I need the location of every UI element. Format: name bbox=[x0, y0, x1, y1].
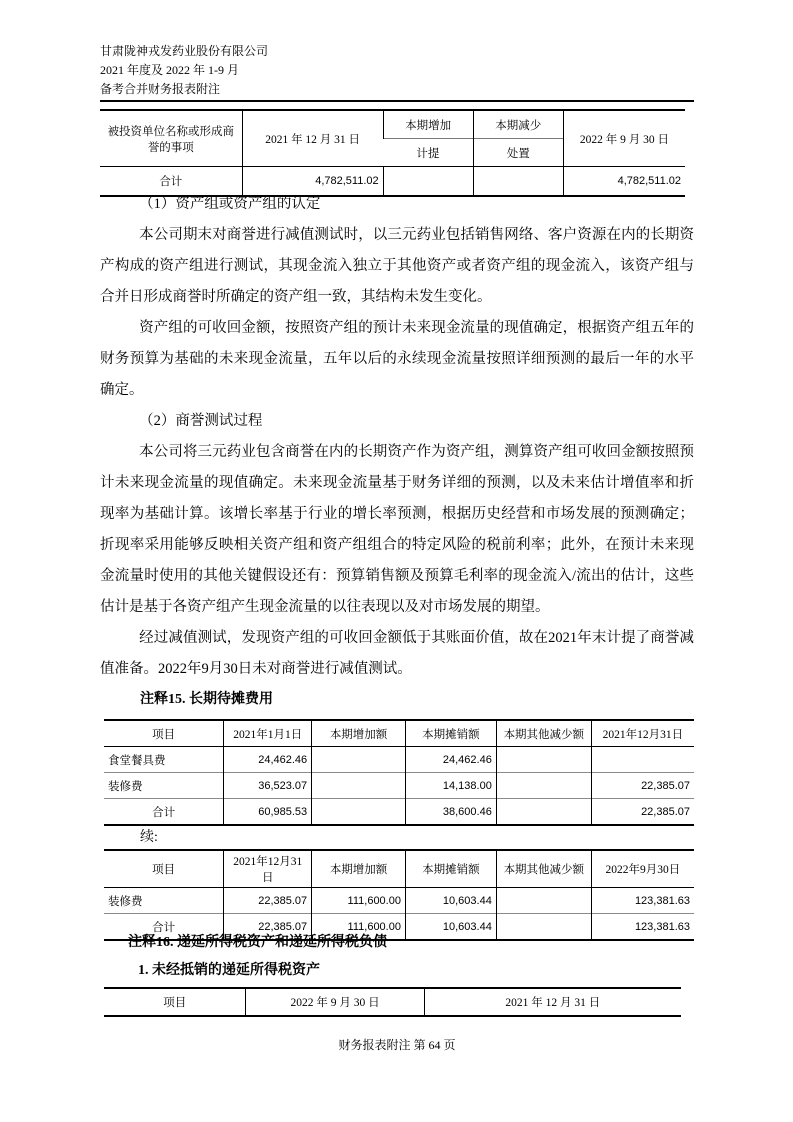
cell-value: 14,138.00 bbox=[405, 773, 496, 799]
cell-value bbox=[312, 747, 406, 773]
cell-value: 123,381.63 bbox=[591, 888, 694, 914]
cell-value: 22,385.07 bbox=[224, 914, 312, 941]
paragraph-4: 经过减值测试，发现资产组的可收回金额低于其账面价值，故在2021年末计提了商誉减值准备。2022年9月30日未对商誉进行减值测试。 bbox=[100, 630, 694, 677]
body-text bbox=[100, 189, 694, 685]
table-header-row bbox=[104, 720, 694, 747]
section-2-heading: （2）商誉测试过程 bbox=[139, 413, 263, 429]
table-header-row bbox=[100, 110, 685, 139]
header-closing: 2021年12月31日 bbox=[591, 720, 694, 747]
table-header-row bbox=[104, 988, 681, 1016]
cell-value bbox=[496, 747, 591, 773]
lt-expenses-table-continued bbox=[104, 849, 694, 941]
cell-value: 36,523.07 bbox=[224, 773, 312, 799]
cell-value: 111,600.00 bbox=[312, 888, 406, 914]
cell-value: 22,385.07 bbox=[591, 799, 694, 826]
cell-value: 123,381.63 bbox=[591, 914, 694, 941]
header-prev-date: 2021 年 12 月 31 日 bbox=[242, 110, 383, 167]
row-label: 食堂餐具费 bbox=[104, 747, 224, 773]
table-row bbox=[104, 888, 694, 914]
header-item: 项目 bbox=[152, 864, 176, 876]
cell-value: 111,600.00 bbox=[312, 914, 406, 941]
header-accrual: 计提 bbox=[383, 139, 473, 167]
table-row bbox=[104, 773, 694, 799]
note-16-sub-heading: 1. 未经抵销的递延所得税资产 bbox=[138, 963, 320, 978]
note-15-heading: 注释15. 长期待摊费用 bbox=[140, 692, 273, 707]
header-item: 项目 bbox=[163, 997, 187, 1009]
cell-value bbox=[496, 888, 591, 914]
header-item: 项目 bbox=[152, 728, 176, 741]
header-additions: 本期增加额 bbox=[312, 720, 406, 747]
report-period: 2021 年度及 2022 年 1-9 月 bbox=[100, 63, 239, 77]
continued-label: 续: bbox=[140, 830, 158, 845]
cell-value: 24,462.46 bbox=[224, 747, 312, 773]
document-header bbox=[100, 42, 268, 99]
cell-value: 24,462.46 bbox=[405, 747, 496, 773]
header-item: 被投资单位名称或形成商誉的事项 bbox=[107, 125, 235, 154]
cell-value bbox=[312, 773, 406, 799]
row-label: 装修费 bbox=[104, 773, 224, 799]
header-prev-date: 2021 年 12 月 31 日 bbox=[424, 988, 681, 1016]
cell-value: 22,385.07 bbox=[224, 888, 312, 914]
table-row bbox=[104, 747, 694, 773]
paragraph-3: 本公司将三元药业包含商誉在内的长期资产作为资产组，测算资产组可收回金额按照预计未来现金流量的现值确定。未来现金流量基于财务详细的预测，以及未来估计增值率和折现率为基础计算。该增长率基于行业的增长率预测，根据历史经营和市场发展的预测确定；折现率采用能够反映相关资产组和资产组组合的特定风险的税前利率；此外，在预计未来现金流量时使用的其他关键假设还有：预算销售额及预算毛利率的现金流入/流出的估计，这些估计是基于各资产组产生现金流量的以往表现以及对市场发展的期望。 bbox=[100, 444, 694, 615]
deferred-tax-table bbox=[104, 987, 681, 1017]
report-title: 备考合并财务报表附注 bbox=[100, 82, 221, 96]
header-decrease: 本期减少 bbox=[473, 110, 563, 139]
row-label: 装修费 bbox=[104, 888, 224, 914]
header-additions: 本期增加额 bbox=[312, 850, 406, 888]
total-label: 合计 bbox=[104, 799, 224, 826]
header-amortization: 本期摊销额 bbox=[405, 850, 496, 888]
page-footer: 财务报表附注 第 64 页 bbox=[338, 1038, 456, 1052]
paragraph-2: 资产组的可收回金额，按照资产组的预计未来现金流量的现值确定，根据资产组五年的财务预算为基础的未来现金流量，五年以后的永续现金流量按照详细预测的最后一年的水平确定。 bbox=[100, 320, 694, 398]
cell-value bbox=[312, 799, 406, 826]
lt-expenses-table-current bbox=[104, 719, 694, 826]
cell-value bbox=[496, 799, 591, 826]
header-opening: 2021年1月1日 bbox=[224, 720, 312, 747]
cell-value: 10,603.44 bbox=[405, 914, 496, 941]
header-current-date: 2022 年 9 月 30 日 bbox=[246, 988, 424, 1016]
total-prev-value: 4,782,511.02 bbox=[242, 167, 383, 197]
header-other-decrease: 本期其他减少额 bbox=[496, 850, 591, 888]
table-header-row bbox=[104, 850, 694, 888]
cell-value: 60,985.53 bbox=[224, 799, 312, 826]
cell-value: 38,600.46 bbox=[405, 799, 496, 826]
cell-value bbox=[496, 773, 591, 799]
goodwill-table bbox=[100, 109, 685, 197]
section-1-heading: （1）资产组或资产组的认定 bbox=[139, 196, 321, 212]
header-opening: 2021年12月31日 bbox=[224, 850, 312, 888]
header-closing: 2022年9月30日 bbox=[591, 850, 694, 888]
header-current-date: 2022 年 9 月 30 日 bbox=[563, 110, 685, 167]
company-name: 甘肃陇神戎发药业股份有限公司 bbox=[100, 44, 269, 58]
total-row bbox=[104, 799, 694, 826]
cell-value bbox=[591, 747, 694, 773]
total-label: 合计 bbox=[100, 167, 242, 197]
header-rule bbox=[100, 100, 694, 102]
cell-value: 22,385.07 bbox=[591, 773, 694, 799]
paragraph-1: 本公司期末对商誉进行减值测试时，以三元药业包括销售网络、客户资源在内的长期资产构成的资产组进行测试，其现金流入独立于其他资产或者资产组的现金流入，该资产组与合并日形成商誉时所确定的资产组一致，其结构未发生变化。 bbox=[100, 227, 694, 305]
note-16-heading: 注释16. 递延所得税资产和递延所得税负债 bbox=[128, 935, 387, 950]
cell-value: 10,603.44 bbox=[405, 888, 496, 914]
header-other-decrease: 本期其他减少额 bbox=[496, 720, 591, 747]
total-label: 合计 bbox=[104, 914, 224, 941]
header-increase: 本期增加 bbox=[383, 110, 473, 139]
total-current-value: 4,782,511.02 bbox=[563, 167, 685, 197]
header-amortization: 本期摊销额 bbox=[405, 720, 496, 747]
cell-value bbox=[496, 914, 591, 941]
header-disposal: 处置 bbox=[473, 139, 563, 167]
